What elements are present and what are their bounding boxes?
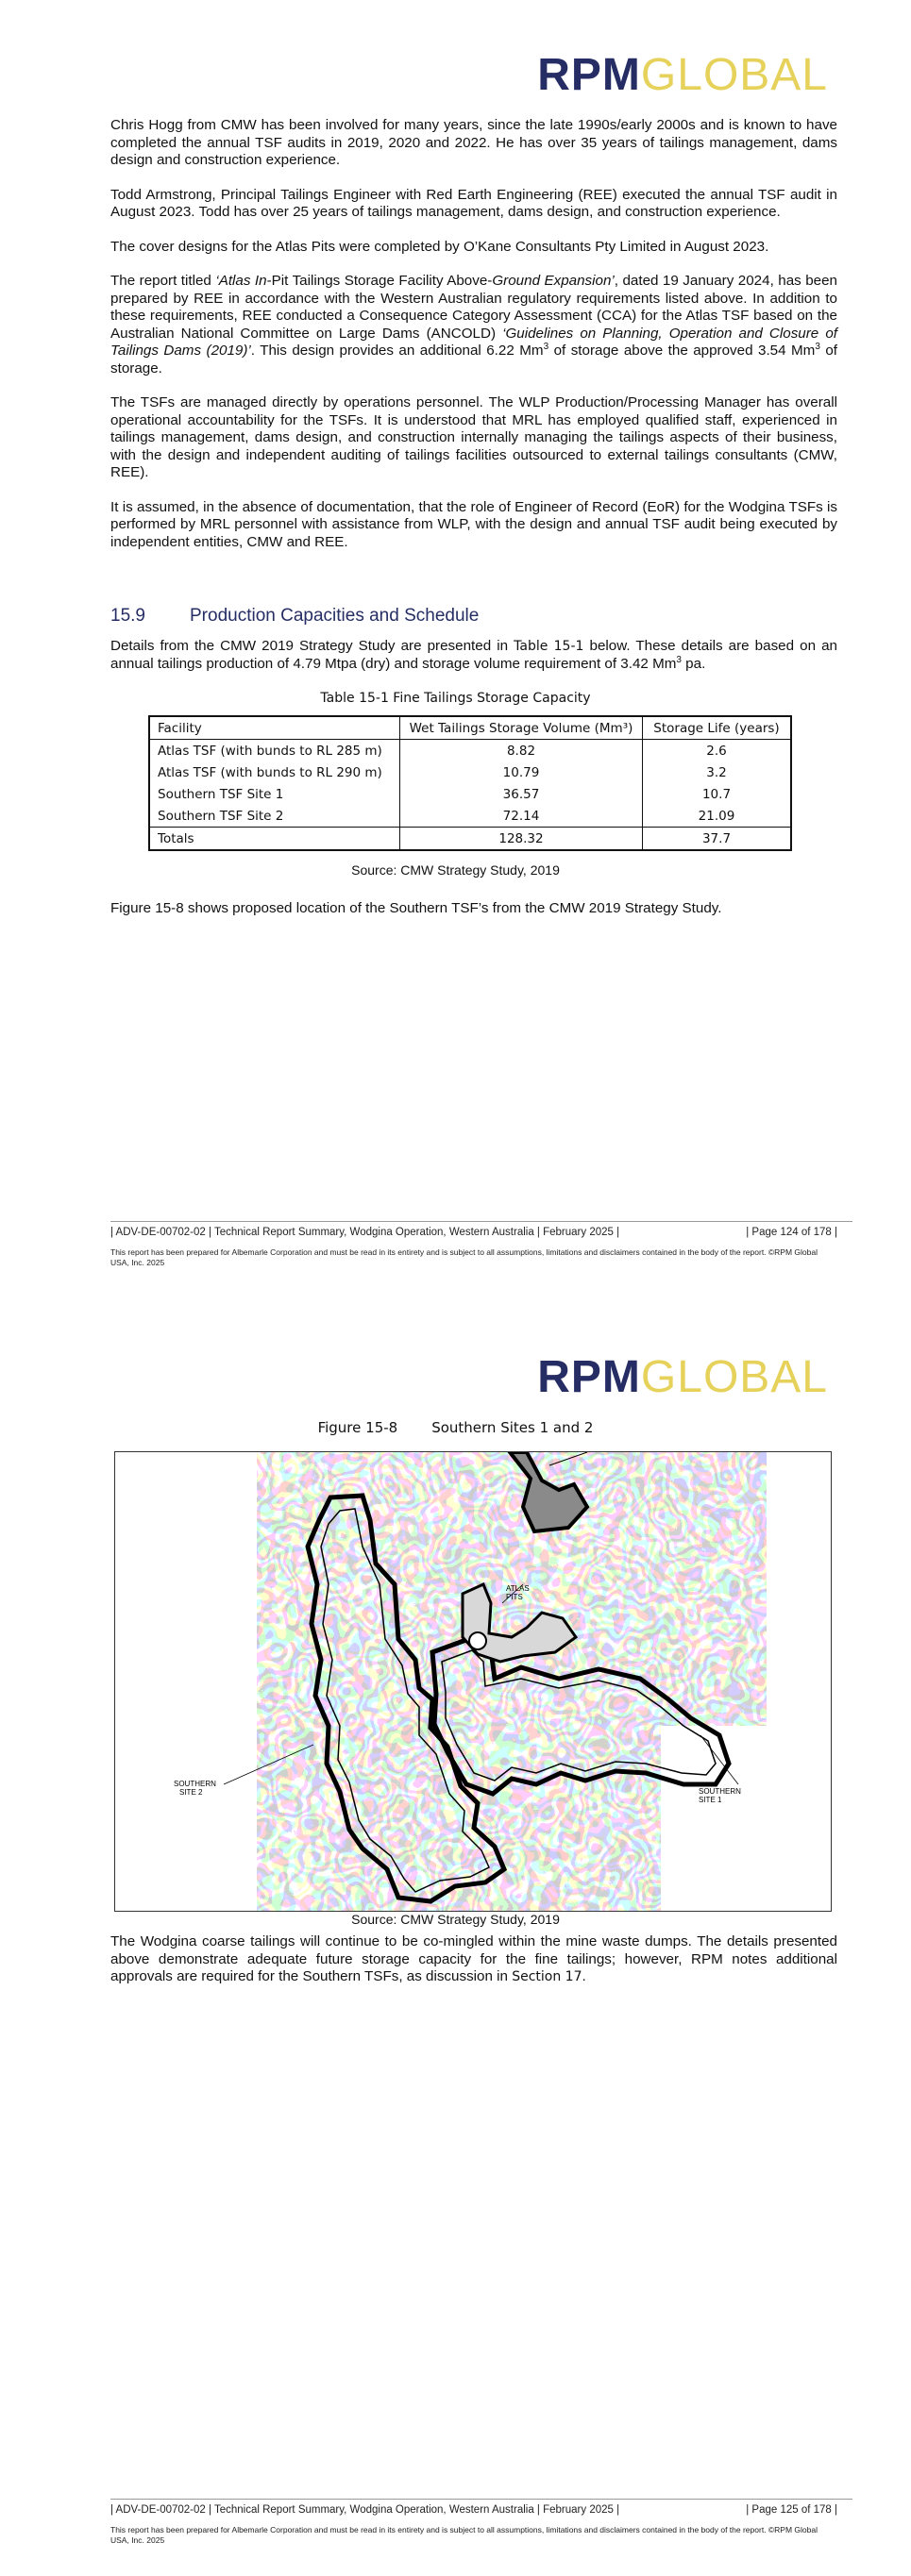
footer-page-number: | Page 125 of 178 | xyxy=(746,2504,837,2516)
cell-life: 2.6 xyxy=(643,740,792,762)
paragraph-coarse-tailings: The Wodgina coarse tailings will continue to be co-mingled within the mine waste dumps. The details presented above demonstrate adequate future storage capacity for the fine tailings; however, RPM notes additional approvals are required for the Southern TSFs, as discussion in Section 17. xyxy=(110,1933,837,1984)
header-volume: Wet Tailings Storage Volume (Mm³) xyxy=(400,716,643,740)
section-number: 15.9 xyxy=(110,606,145,626)
header-life: Storage Life (years) xyxy=(643,716,792,740)
logo-rpm: RPM xyxy=(537,1352,641,1402)
table-caption: Table 15-1 Fine Tailings Storage Capacity xyxy=(320,691,591,706)
table-row xyxy=(149,783,791,805)
body-text-top xyxy=(110,117,837,568)
footer xyxy=(110,2504,837,2516)
cell-life: 3.2 xyxy=(643,761,792,783)
paragraph-engineer-of-record: It is assumed, in the absence of documentation, that the role of Engineer of Record (EoR) for the Wodgina TSFs is performed by MRL personnel with assistance from WLP, with the design and annual TSF audit being executed by independent entities, CMW and REE. xyxy=(110,498,837,550)
label-atlas-pits: ATLAS PITS xyxy=(506,1584,530,1601)
cell-volume: 36.57 xyxy=(400,783,643,805)
cell-life: 21.09 xyxy=(643,805,792,828)
section-heading-15-9 xyxy=(110,606,479,627)
cell-life: 10.7 xyxy=(643,783,792,805)
paragraph-chris-hogg: Chris Hogg from CMW has been involved for many years, since the late 1990s/early 2000s and is known to have completed the annual TSF audits in 2019, 2020 and 2022. He has over 35 years of tailings management, dams design and construction experience. xyxy=(110,117,837,168)
label-southern-site-2: SOUTHERN SITE 2 xyxy=(174,1780,216,1797)
footer-disclaimer: This report has been prepared for Albemarle Corporation and must be read in its entirety and is subject to all assumptions, limitations and disclaimers contained in the body of the report. ©RPM Global USA, Inc. 2025 xyxy=(110,1247,818,1267)
cell-volume: 8.82 xyxy=(400,740,643,762)
cell-facility: Southern TSF Site 1 xyxy=(149,783,400,805)
cell-total-label: Totals xyxy=(149,828,400,851)
fine-tailings-table xyxy=(148,715,792,851)
table-source: Source: CMW Strategy Study, 2019 xyxy=(351,862,560,878)
body-text-details xyxy=(110,638,837,690)
paragraph-todd-armstrong: Todd Armstrong, Principal Tailings Engineer with Red Earth Engineering (REE) executed the annual TSF audit in August 2023. Todd has over 25 years of tailings management, dams design, and construction experience. xyxy=(110,186,837,220)
cell-total-volume: 128.32 xyxy=(400,828,643,851)
section-title: Production Capacities and Schedule xyxy=(190,606,480,626)
cell-facility: Southern TSF Site 2 xyxy=(149,805,400,828)
cell-volume: 72.14 xyxy=(400,805,643,828)
section-17-link[interactable]: Section 17 xyxy=(512,1969,582,1984)
figure-number: Figure 15-8 xyxy=(317,1419,398,1436)
paragraph-cover-designs: The cover designs for the Atlas Pits were completed by O’Kane Consultants Pty Limited in August 2023. xyxy=(110,238,769,255)
footer xyxy=(110,1227,837,1238)
table-row xyxy=(149,740,791,762)
cell-volume: 10.79 xyxy=(400,761,643,783)
table-row xyxy=(149,761,791,783)
footer-report-info: | ADV-DE-00702-02 | Technical Report Summary, Wodgina Operation, Western Australia | February 2025 | xyxy=(110,2504,620,2516)
page-125-lower xyxy=(0,1288,911,2576)
footer-divider xyxy=(110,2499,852,2500)
cell-facility: Atlas TSF (with bunds to RL 290 m) xyxy=(149,761,400,783)
logo-global: GLOBAL xyxy=(640,50,828,100)
header-facility: Facility xyxy=(149,716,400,740)
logo-global: GLOBAL xyxy=(640,1352,828,1402)
footer-divider xyxy=(110,1221,852,1222)
label-southern-site-1: SOUTHERN SITE 1 xyxy=(699,1787,741,1804)
footer-report-info: | ADV-DE-00702-02 | Technical Report Summary, Wodgina Operation, Western Australia | February 2025 | xyxy=(110,1227,620,1238)
rpm-global-logo xyxy=(537,50,828,100)
logo-rpm: RPM xyxy=(537,50,641,100)
paragraph-figure-ref: Figure 15-8 shows proposed location of the Southern TSF’s from the CMW 2019 Strategy Study. xyxy=(110,900,722,916)
table-header-row xyxy=(149,716,791,740)
table-total-row xyxy=(149,828,791,851)
figure-source: Source: CMW Strategy Study, 2019 xyxy=(351,1912,560,1927)
table-15-1-link[interactable]: Table 15-1 xyxy=(514,639,584,654)
footer-disclaimer: This report has been prepared for Albemarle Corporation and must be read in its entirety and is subject to all assumptions, limitations and disclaimers contained in the body of the report. ©RPM Global USA, Inc. 2025 xyxy=(110,2525,818,2545)
paragraph-tsf-management: The TSFs are managed directly by operations personnel. The WLP Production/Processing Manager has overall operational accountability for the TSFs. It is understood that MRL has employed qualified staff, experienced in tailings management, dams design, and construction internally managing the tailings aspects of their business, with the design and independent auditing of tailings facilities outsourced to external tailings consultants (CMW, REE). xyxy=(110,394,837,480)
body-text-coarse-tailings xyxy=(110,1933,837,2003)
paragraph-details: Details from the CMW 2019 Strategy Study are presented in Table 15-1 below. These details are based on an annual tailings production of 4.79 Mtpa (dry) and storage volume requirement of 3.42 Mm$^3$ pa. xyxy=(110,638,837,672)
figure-caption: Southern Sites 1 and 2 xyxy=(431,1419,594,1436)
cell-total-life: 37.7 xyxy=(643,828,792,851)
body-text-figure-ref xyxy=(110,900,837,935)
table-row xyxy=(149,805,791,828)
cell-facility: Atlas TSF (with bunds to RL 285 m) xyxy=(149,740,400,762)
footer-page-number: | Page 124 of 178 | xyxy=(746,1227,837,1238)
paragraph-atlas-report: The report titled ‘Atlas In-Pit Tailings Storage Facility Above-Ground Expansion’, dated 19 January 2024, has been prepared by REE in accordance with the Western Australian regulatory requirements listed above. In addition to these requirements, REE conducted a Consequence Category Assessment (CCA) for the Atlas TSF based on the Australian National Committee on Large Dams (ANCOLD) ‘Guidelines on Planning, Operation and Closure of Tailings Dams (2019)’. This design provides an additional 6.22 Mm$^3$ of storage above the approved 3.54 Mm$^3$ of storage. xyxy=(110,273,838,376)
